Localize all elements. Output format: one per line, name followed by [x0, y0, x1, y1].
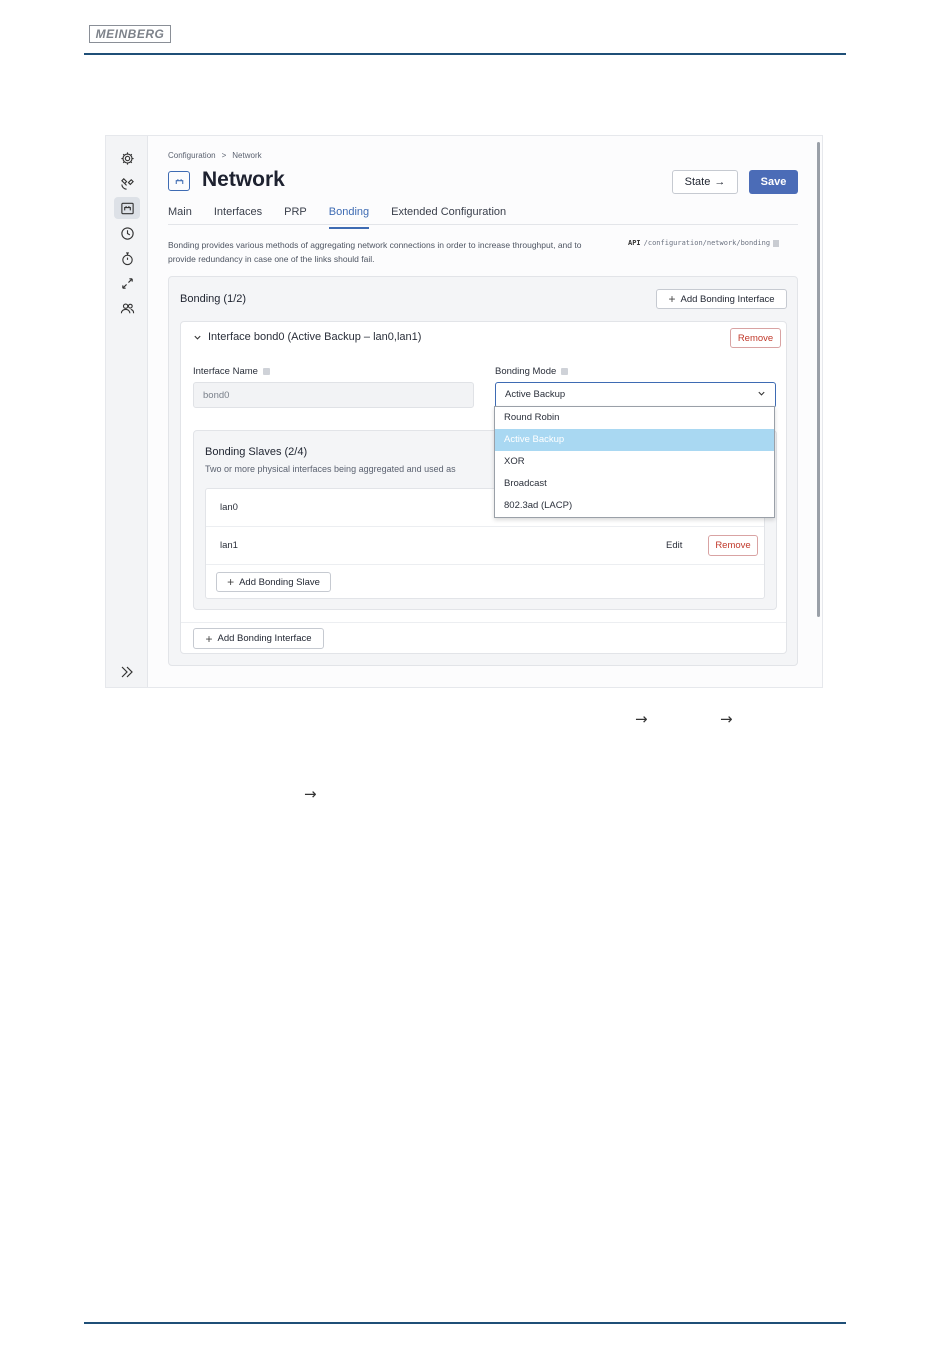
option-active-backup[interactable]: Active Backup — [495, 429, 774, 451]
slave-name: lan0 — [220, 502, 238, 513]
breadcrumb — [168, 151, 262, 160]
tab-bonding[interactable]: Bonding — [329, 206, 369, 224]
state-button-label: State — [684, 176, 711, 188]
edit-slave-button[interactable]: Edit — [666, 540, 683, 551]
api-label: API — [628, 239, 641, 247]
chevron-down-icon — [193, 333, 202, 342]
breadcrumb-current: Network — [232, 151, 262, 160]
interface-name-label-text: Interface Name — [193, 366, 258, 377]
arrow-right-icon: → — [714, 176, 726, 188]
page-title: Network — [202, 168, 285, 191]
text-arrow-2: → — [720, 710, 733, 728]
add-bonding-interface-bottom-label: Add Bonding Interface — [217, 633, 312, 644]
plus-icon: + — [205, 631, 213, 646]
info-icon[interactable] — [561, 368, 568, 375]
sidebar — [106, 136, 148, 688]
meinberg-logo: MEINBERG — [89, 25, 171, 43]
bonding-slaves-title: Bonding Slaves (2/4) — [205, 446, 308, 458]
option-broadcast[interactable]: Broadcast — [504, 478, 547, 489]
chevron-down-icon — [757, 389, 766, 398]
save-button[interactable]: Save — [749, 170, 798, 194]
add-bonding-interface-label: Add Bonding Interface — [680, 293, 775, 305]
stopwatch-icon[interactable] — [114, 247, 140, 269]
interface-header[interactable] — [193, 331, 421, 343]
add-bonding-interface-bottom-button[interactable] — [193, 628, 324, 649]
interface-name-input[interactable]: bond0 — [193, 382, 474, 408]
bonding-mode-dropdown — [494, 406, 775, 518]
expand-arrows-icon[interactable] — [114, 272, 140, 294]
bonding-mode-label-text: Bonding Mode — [495, 366, 557, 377]
copy-icon[interactable] — [773, 240, 779, 247]
text-arrow-1: → — [635, 710, 648, 728]
slave-name: lan1 — [220, 540, 238, 551]
scrollbar[interactable] — [817, 142, 820, 617]
bonding-title: Bonding (1/2) — [180, 293, 247, 305]
add-bonding-slave-label: Add Bonding Slave — [239, 576, 320, 588]
satellite-icon[interactable] — [114, 172, 140, 194]
plus-icon: + — [227, 575, 235, 589]
tab-main[interactable]: Main — [168, 206, 192, 218]
api-path — [628, 239, 779, 247]
tab-extended-configuration[interactable]: Extended Configuration — [391, 206, 507, 218]
add-bonding-interface-button[interactable] — [656, 289, 787, 309]
api-path-text[interactable]: /configuration/network/bonding — [643, 239, 771, 247]
clock-icon[interactable] — [114, 222, 140, 244]
state-button[interactable] — [672, 170, 738, 194]
bonding-mode-select[interactable] — [495, 382, 776, 408]
option-xor[interactable]: XOR — [504, 456, 525, 467]
interface-header-label: Interface bond0 (Active Backup – lan0,lan1) — [208, 331, 422, 343]
bonding-description: Bonding provides various methods of aggregating network connections in order to increase throughput, and to provide redundancy in case one of the links should fail. — [168, 240, 582, 264]
add-bonding-slave-button[interactable] — [216, 572, 331, 592]
tab-interfaces[interactable]: Interfaces — [213, 206, 263, 218]
breadcrumb-root[interactable]: Configuration — [168, 151, 216, 160]
bonding-mode-label — [495, 366, 568, 377]
bonding-mode-value: Active Backup — [505, 389, 566, 400]
option-round-robin[interactable]: Round Robin — [504, 412, 560, 423]
tabs-divider — [168, 224, 798, 225]
tab-bar — [168, 206, 528, 224]
text-arrow-3: → — [304, 785, 317, 803]
tab-prp[interactable]: PRP — [284, 206, 307, 218]
app-screenshot — [105, 135, 823, 688]
bonding-slaves-subtitle: Two or more physical interfaces being aggregated and used as — [205, 464, 456, 474]
breadcrumb-separator: > — [221, 151, 227, 160]
interface-name-label — [193, 366, 270, 377]
info-icon[interactable] — [263, 368, 270, 375]
footer-rule — [84, 1322, 846, 1324]
table-row — [206, 527, 764, 565]
network-icon[interactable] — [114, 197, 140, 219]
header-rule — [84, 53, 846, 55]
plus-icon: + — [668, 292, 676, 306]
users-icon[interactable] — [114, 297, 140, 319]
gear-icon[interactable] — [114, 147, 140, 169]
network-title-icon — [168, 171, 190, 191]
remove-slave-button[interactable]: Remove — [708, 535, 758, 556]
sidebar-expand-icon[interactable] — [116, 663, 138, 681]
card-divider — [181, 622, 786, 623]
option-lacp[interactable]: 802.3ad (LACP) — [504, 500, 573, 511]
remove-interface-button[interactable]: Remove — [730, 328, 781, 348]
